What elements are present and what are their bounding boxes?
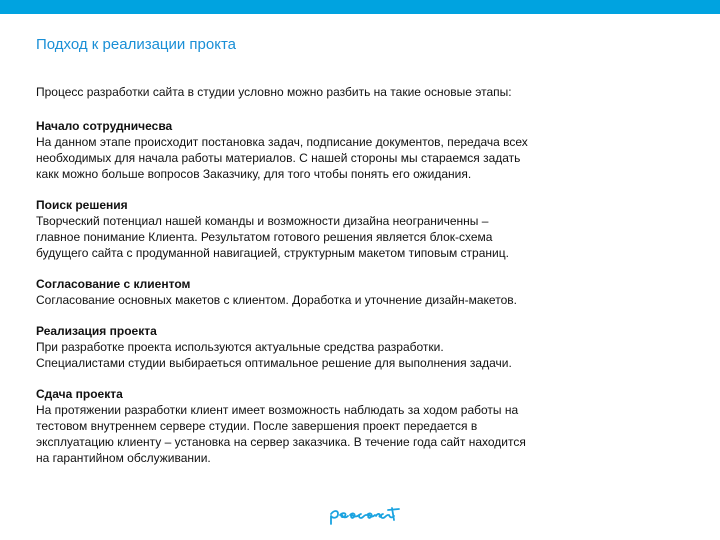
stage-section — [36, 386, 696, 466]
stage-text-line: Творческий потенциал нашей команды и возможности дизайна неограниченны – — [36, 214, 489, 228]
signature-logo-icon — [328, 500, 404, 528]
stage-section — [36, 197, 696, 261]
stage-text-line: какк можно больше вопросов Заказчику, для того чтобы понять его ожидания. — [36, 167, 472, 181]
stage-heading: Согласование с клиентом — [36, 277, 191, 291]
stage-heading: Поиск решения — [36, 198, 128, 212]
stage-heading: Реализация проекта — [36, 324, 157, 338]
stage-text-line: эксплуатацию клиенту – установка на сервер заказчика. В течение года сайт находится — [36, 435, 526, 449]
stage-text-line: На протяжении разработки клиент имеет возможность наблюдать за ходом работы на — [36, 403, 519, 417]
stage-text-line: главное понимание Клиента. Результатом готового решения является блок-схема — [36, 230, 493, 244]
stage-heading: Сдача проекта — [36, 387, 123, 401]
stage-text-line: Специалистами студии выбираеться оптимальное решение для выполнения задачи. — [36, 356, 512, 370]
intro-text: Процесс разработки сайта в студии условно можно разбить на такие основые этапы: — [36, 85, 512, 99]
stage-text-line: При разработке проекта используются актуальные средства разработки. — [36, 340, 444, 354]
slide-title: Подход к реализации прокта — [36, 36, 237, 53]
top-accent-bar — [0, 0, 720, 14]
stage-text-line: На данном этапе происходит постановка задач, подписание документов, передача всех — [36, 135, 528, 149]
stage-text-line: на гарантийном обслуживании. — [36, 451, 211, 465]
stage-section — [36, 276, 696, 308]
stage-text-line: необходимых для начала работы материалов. С нашей стороны мы стараемся задать — [36, 151, 521, 165]
stages-list — [36, 118, 696, 481]
stage-text-line: тестовом внутреннем сервере студии. После завершения проект передается в — [36, 419, 478, 433]
stage-text-line: будущего сайта с продуманной навигацией, структурным макетом типовым страниц. — [36, 246, 509, 260]
stage-heading: Начало сотрудничесва — [36, 119, 173, 133]
stage-text-line: Согласование основных макетов с клиентом. Доработка и уточнение дизайн-макетов. — [36, 293, 517, 307]
stage-section — [36, 323, 696, 371]
stage-section — [36, 118, 696, 182]
